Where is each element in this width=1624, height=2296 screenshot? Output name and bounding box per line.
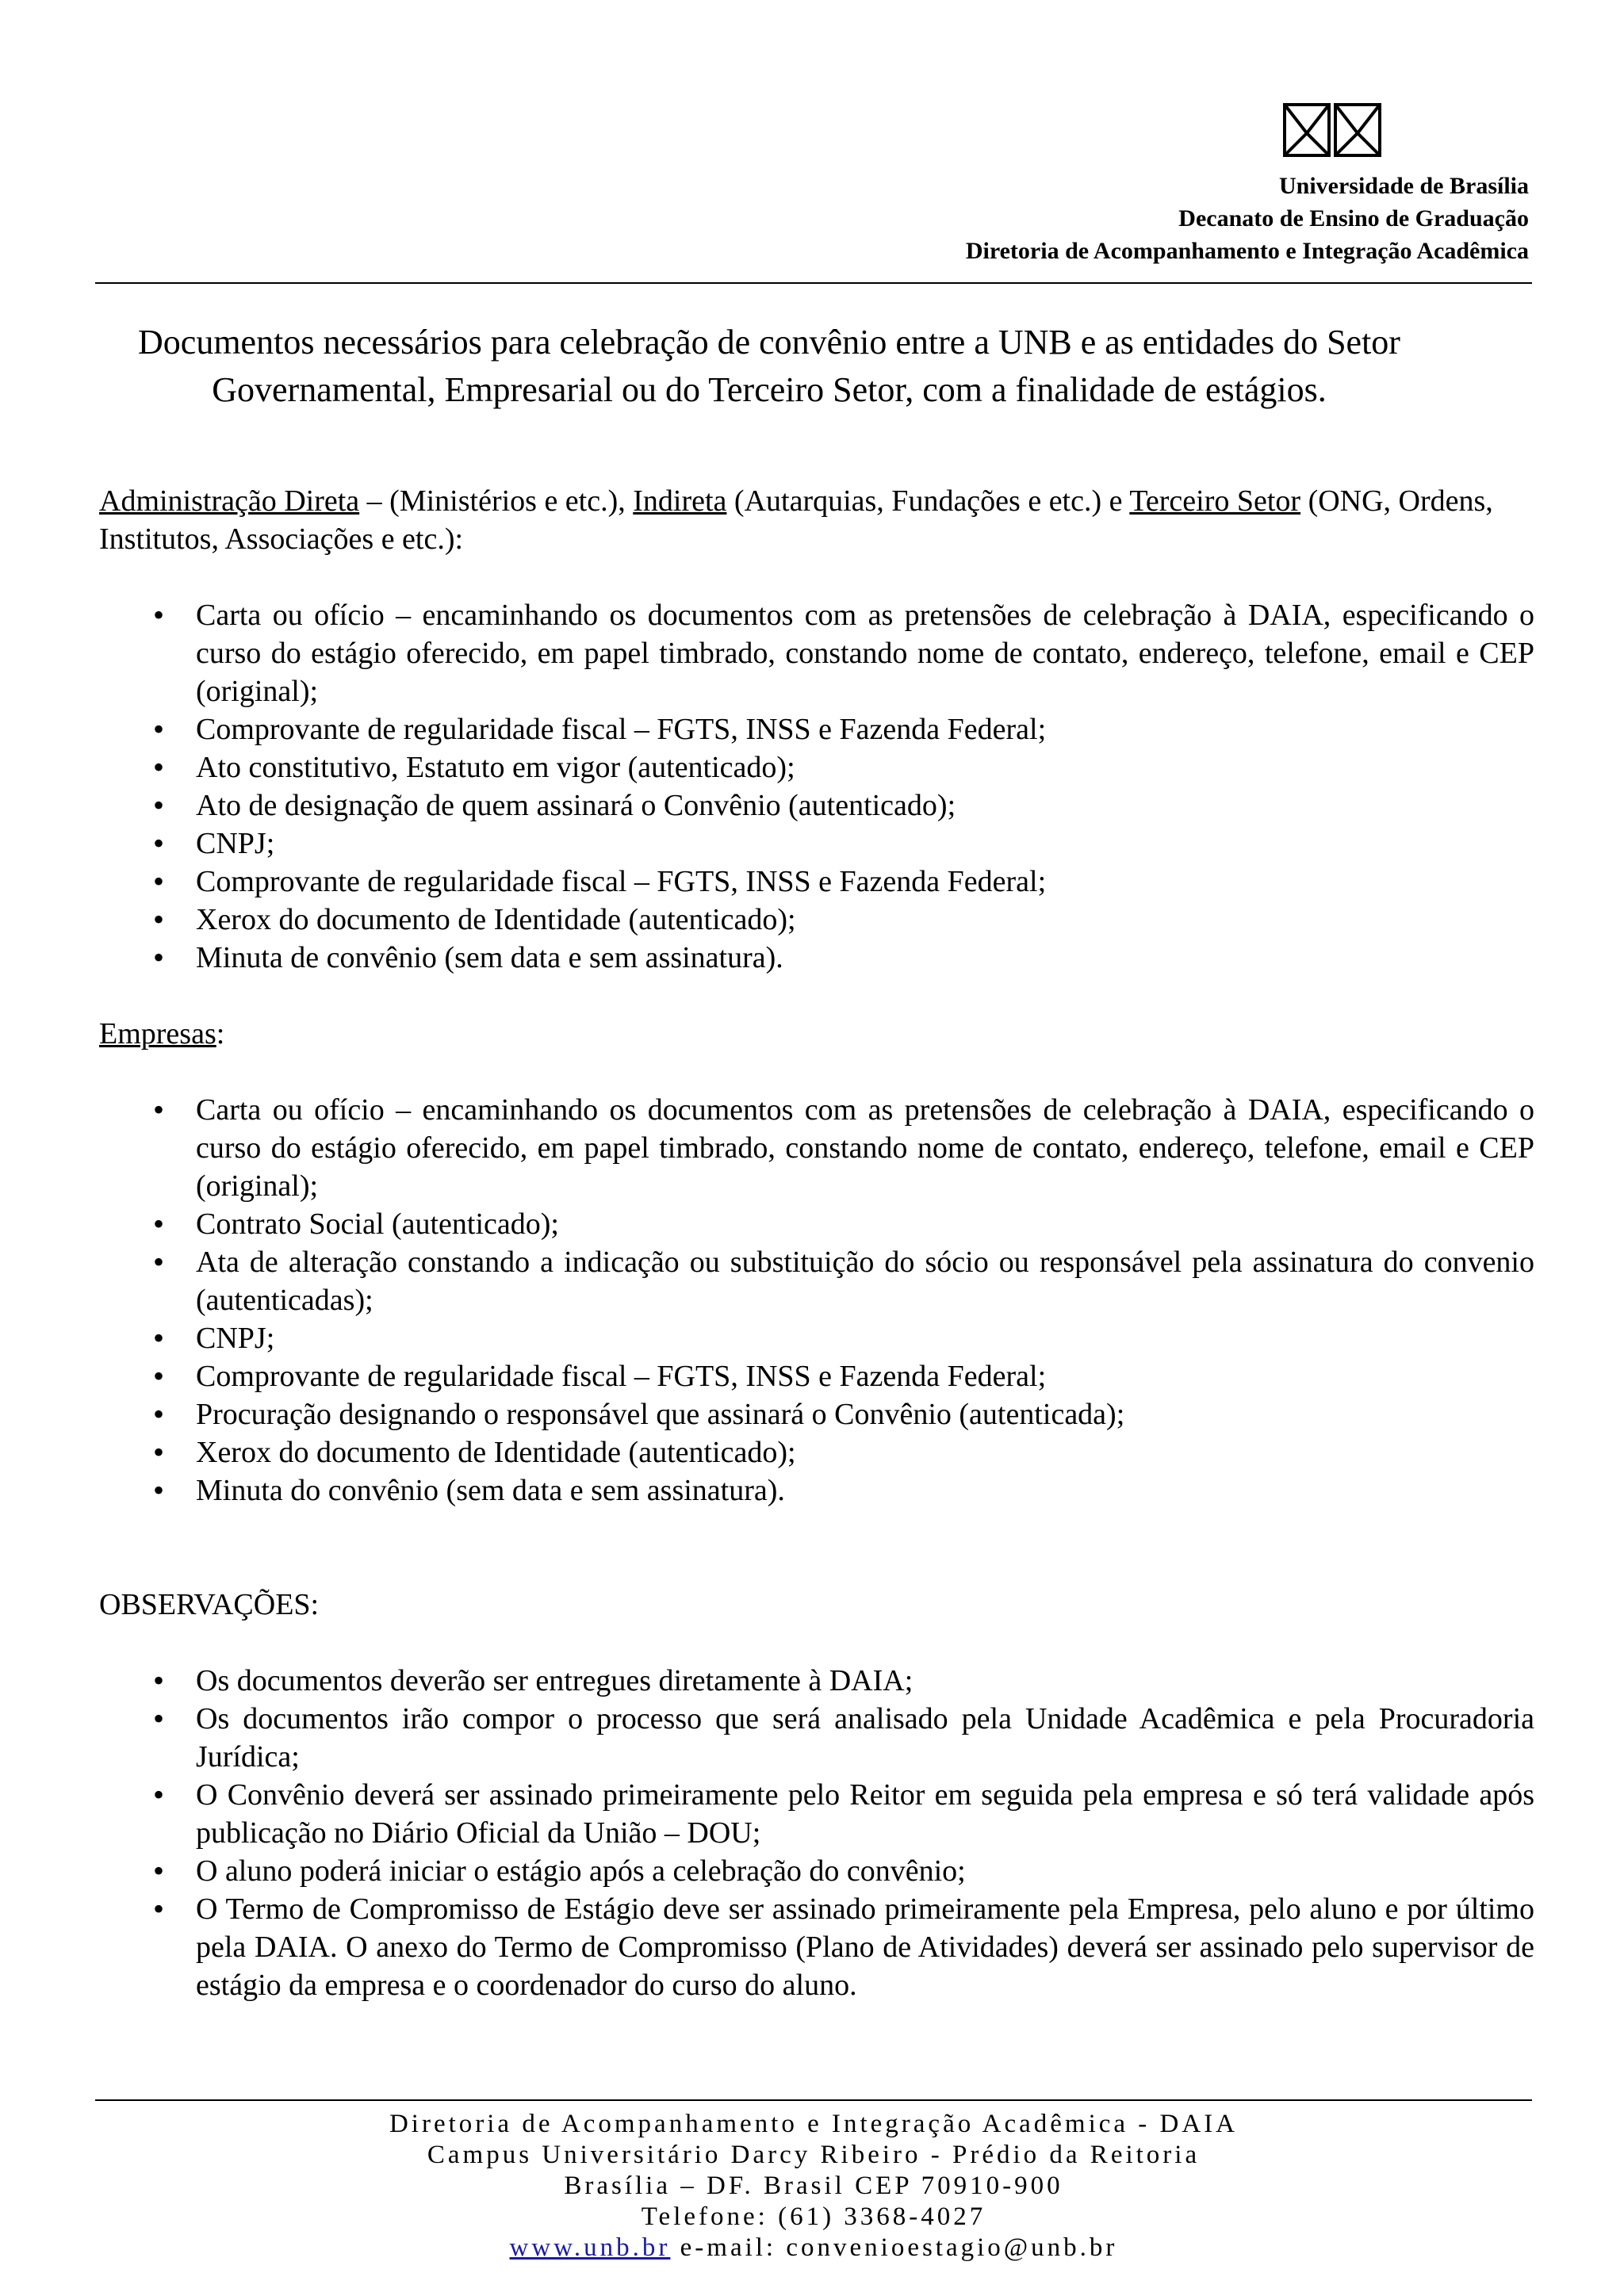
list-item: • Contrato Social (autenticado); bbox=[99, 1205, 1534, 1243]
section-observacoes-heading: OBSERVAÇÕES: bbox=[99, 1588, 320, 1621]
list-item: • CNPJ; bbox=[99, 1319, 1534, 1357]
list-item: • Carta ou ofício – encaminhando os documentos com as pretensões de celebração à DAIA, especificando o curso do estágio oferecido, em papel timbrado, constando nome de contato, endereço, telefone, email e CEP (original); bbox=[99, 596, 1534, 710]
list-item: • Xerox do documento de Identidade (autenticado); bbox=[99, 1433, 1534, 1471]
observacoes-list bbox=[99, 1662, 1534, 2004]
empresas-suffix: : bbox=[216, 1017, 225, 1050]
list-item: • CNPJ; bbox=[99, 825, 1534, 863]
label-terceiro-setor: Terceiro Setor bbox=[1129, 484, 1301, 518]
header-divider bbox=[95, 282, 1532, 284]
empresas-requirements-list bbox=[99, 1091, 1534, 1510]
page-title bbox=[95, 319, 1443, 414]
list-item: • O Termo de Compromisso de Estágio deve ser assinado primeiramente pela Empresa, pelo aluno e por último pela DAIA. O anexo do Termo de Compromisso (Plano de Atividades) deverá ser assinado pelo supervisor de estágio da empresa e o coordenador do curso do aluno. bbox=[99, 1890, 1534, 2004]
label-empresas: Empresas bbox=[99, 1017, 216, 1050]
email-label: e-mail: bbox=[670, 2233, 787, 2262]
footer-phone: Telefone: (61) 3368-4027 bbox=[641, 2202, 986, 2231]
list-item: • O Convênio deverá ser assinado primeiramente pelo Reitor em seguida pela empresa e só terá validade após publicação no Diário Oficial da União – DOU; bbox=[99, 1776, 1534, 1852]
list-item: • Ato constitutivo, Estatuto em vigor (autenticado); bbox=[99, 748, 1534, 786]
list-item: • O aluno poderá iniciar o estágio após a celebração do convênio; bbox=[99, 1852, 1534, 1890]
unb-logo-icon bbox=[1281, 101, 1383, 159]
page-title-line-1: Documentos necessários para celebração de convênio entre a UNB e as entidades do Setor bbox=[138, 323, 1400, 362]
admin-requirements-list bbox=[99, 596, 1534, 977]
admin-text-3: (ONG, Ordens, Institutos, Associações e etc.): bbox=[99, 484, 1493, 556]
website-link[interactable]: www.unb.br bbox=[509, 2233, 671, 2262]
email-address: convenioestagio@unb.br bbox=[786, 2233, 1118, 2262]
header-institution-block bbox=[966, 170, 1529, 267]
footer-contact-line bbox=[95, 2233, 1532, 2263]
label-administracao-direta: Administração Direta bbox=[99, 484, 360, 518]
admin-text-2: (Autarquias, Fundações e etc.) e bbox=[726, 484, 1130, 518]
footer bbox=[95, 2109, 1532, 2263]
footer-campus: Campus Universitário Darcy Ribeiro - Prédio da Reitoria bbox=[427, 2141, 1201, 2169]
footer-divider bbox=[95, 2099, 1532, 2101]
list-item: • Ato de designação de quem assinará o Convênio (autenticado); bbox=[99, 786, 1534, 825]
footer-directorate: Diretoria de Acompanhamento e Integração Acadêmica - DAIA bbox=[389, 2110, 1239, 2138]
list-item: • Comprovante de regularidade fiscal – FGTS, INSS e Fazenda Federal; bbox=[99, 863, 1534, 901]
section-empresas-heading bbox=[99, 1015, 1534, 1053]
footer-address: Brasília – DF. Brasil CEP 70910-900 bbox=[564, 2172, 1063, 2200]
list-item: • Comprovante de regularidade fiscal – FGTS, INSS e Fazenda Federal; bbox=[99, 1357, 1534, 1395]
label-indireta: Indireta bbox=[633, 484, 727, 518]
page-title-line-2: Governamental, Empresarial ou do Terceiro Setor, com a finalidade de estágios. bbox=[212, 370, 1327, 409]
header-institution: Universidade de Brasília bbox=[1278, 173, 1529, 199]
list-item: • Xerox do documento de Identidade (autenticado); bbox=[99, 901, 1534, 939]
section-admin-heading bbox=[99, 482, 1534, 558]
list-item: • Comprovante de regularidade fiscal – FGTS, INSS e Fazenda Federal; bbox=[99, 710, 1534, 748]
document-body bbox=[99, 482, 1534, 2004]
list-item: • Minuta de convênio (sem data e sem assinatura). bbox=[99, 939, 1534, 977]
list-item: • Os documentos irão compor o processo que será analisado pela Unidade Acadêmica e pela Procuradoria Jurídica; bbox=[99, 1700, 1534, 1776]
list-item: • Carta ou ofício – encaminhando os documentos com as pretensões de celebração à DAIA, especificando o curso do estágio oferecido, em papel timbrado, constando nome de contato, endereço, telefone, email e CEP (original); bbox=[99, 1091, 1534, 1205]
admin-text-1: – (Ministérios e etc.), bbox=[359, 484, 634, 518]
header-dean-office: Decanato de Ensino de Graduação bbox=[1178, 205, 1529, 232]
list-item: • Ata de alteração constando a indicação ou substituição do sócio ou responsável pela assinatura do convenio (autenticadas); bbox=[99, 1243, 1534, 1319]
list-item: • Procuração designando o responsável que assinará o Convênio (autenticada); bbox=[99, 1395, 1534, 1433]
list-item: • Os documentos deverão ser entregues diretamente à DAIA; bbox=[99, 1662, 1534, 1700]
list-item: • Minuta do convênio (sem data e sem assinatura). bbox=[99, 1471, 1534, 1510]
header-directorate: Diretoria de Acompanhamento e Integração Acadêmica bbox=[965, 238, 1529, 264]
